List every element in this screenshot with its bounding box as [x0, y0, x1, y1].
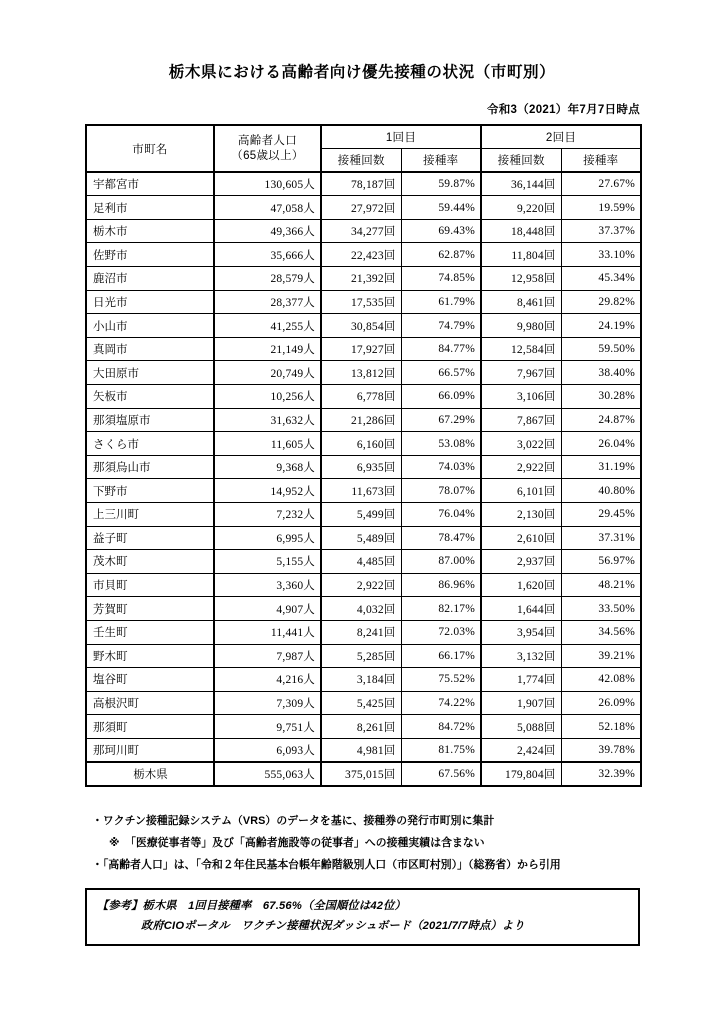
row-cell-population: 4,216人	[214, 668, 321, 692]
row-cell-dose2-count: 3,954回	[481, 620, 561, 644]
row-cell-population: 35,666人	[214, 243, 321, 267]
row-cell-dose1-rate: 76.04%	[401, 503, 481, 527]
row-cell-dose2-rate: 45.34%	[561, 267, 641, 291]
row-cell-city: 宇都宮市	[86, 172, 214, 196]
row-cell-dose1-count: 13,812回	[321, 361, 401, 385]
row-cell-dose2-rate: 59.50%	[561, 337, 641, 361]
row-cell-city: 市貝町	[86, 573, 214, 597]
row-cell-city: 小山市	[86, 314, 214, 338]
vaccination-status-table	[85, 124, 642, 787]
row-cell-dose1-count: 6,935回	[321, 455, 401, 479]
row-cell-dose1-count: 17,535回	[321, 290, 401, 314]
reference-box	[85, 888, 640, 946]
row-cell-dose2-count: 2,922回	[481, 455, 561, 479]
column-header-city: 市町名	[86, 125, 214, 172]
row-cell-dose2-count: 3,132回	[481, 644, 561, 668]
row-cell-dose1-rate: 74.79%	[401, 314, 481, 338]
population-header-line2: （65歳以上）	[231, 149, 304, 162]
footnote-item: ・ワクチン接種記録システム（VRS）のデータを基に、接種券の発行市町別に集計	[92, 815, 495, 827]
row-cell-dose1-rate: 75.52%	[401, 668, 481, 692]
table-body	[86, 172, 641, 785]
row-cell-population: 7,232人	[214, 503, 321, 527]
row-cell-city: 那珂川町	[86, 738, 214, 762]
row-cell-dose2-rate: 32.39%	[561, 762, 641, 786]
table-row	[86, 337, 641, 361]
row-cell-city: 那須烏山市	[86, 455, 214, 479]
row-cell-dose1-rate: 81.75%	[401, 738, 481, 762]
row-cell-dose1-count: 21,286回	[321, 408, 401, 432]
row-cell-city: 日光市	[86, 290, 214, 314]
row-cell-dose1-count: 17,927回	[321, 337, 401, 361]
table-row	[86, 455, 641, 479]
row-cell-dose1-count: 3,184回	[321, 668, 401, 692]
row-cell-dose1-count: 6,160回	[321, 432, 401, 456]
row-cell-dose1-rate: 86.96%	[401, 573, 481, 597]
row-cell-dose2-count: 2,424回	[481, 738, 561, 762]
row-cell-dose2-rate: 42.08%	[561, 668, 641, 692]
row-cell-dose2-rate: 39.21%	[561, 644, 641, 668]
page-title: 栃木県における高齢者向け優先接種の状況（市町別）	[168, 64, 556, 81]
column-header-dose1-rate: 接種率	[401, 149, 481, 173]
column-header-dose2-count: 接種回数	[481, 149, 561, 173]
row-cell-dose1-count: 21,392回	[321, 267, 401, 291]
row-cell-dose2-count: 1,907回	[481, 691, 561, 715]
row-cell-city: 真岡市	[86, 337, 214, 361]
row-cell-dose2-count: 179,804回	[481, 762, 561, 786]
row-cell-dose1-rate: 82.17%	[401, 597, 481, 621]
row-cell-dose1-rate: 66.57%	[401, 361, 481, 385]
table-row	[86, 715, 641, 739]
row-cell-city: 佐野市	[86, 243, 214, 267]
row-cell-dose2-count: 1,620回	[481, 573, 561, 597]
row-cell-population: 28,579人	[214, 267, 321, 291]
row-cell-dose2-count: 18,448回	[481, 219, 561, 243]
table-row	[86, 243, 641, 267]
row-cell-dose2-count: 2,130回	[481, 503, 561, 527]
table-row	[86, 479, 641, 503]
row-cell-dose2-rate: 39.78%	[561, 738, 641, 762]
row-cell-dose2-count: 3,106回	[481, 385, 561, 409]
row-cell-city: 野木町	[86, 644, 214, 668]
row-cell-city: さくら市	[86, 432, 214, 456]
row-cell-dose1-rate: 59.87%	[401, 172, 481, 196]
row-cell-city: 矢板市	[86, 385, 214, 409]
row-cell-dose1-count: 4,485回	[321, 550, 401, 574]
table-row	[86, 172, 641, 196]
row-cell-dose2-count: 6,101回	[481, 479, 561, 503]
row-cell-city: 茂木町	[86, 550, 214, 574]
row-cell-dose2-count: 7,867回	[481, 408, 561, 432]
table-row	[86, 314, 641, 338]
row-cell-city: 下野市	[86, 479, 214, 503]
row-cell-population: 41,255人	[214, 314, 321, 338]
row-cell-population: 9,368人	[214, 455, 321, 479]
table-row	[86, 267, 641, 291]
population-header-line1: 高齢者人口	[238, 134, 297, 147]
row-cell-dose1-count: 22,423回	[321, 243, 401, 267]
row-cell-dose1-count: 5,285回	[321, 644, 401, 668]
row-cell-dose2-rate: 37.37%	[561, 219, 641, 243]
row-cell-dose1-count: 5,425回	[321, 691, 401, 715]
row-cell-dose1-count: 375,015回	[321, 762, 401, 786]
row-cell-dose1-count: 4,981回	[321, 738, 401, 762]
table-row	[86, 361, 641, 385]
row-cell-dose2-rate: 26.09%	[561, 691, 641, 715]
row-cell-population: 6,995人	[214, 526, 321, 550]
row-cell-population: 28,377人	[214, 290, 321, 314]
row-cell-dose1-count: 6,778回	[321, 385, 401, 409]
row-cell-dose2-count: 8,461回	[481, 290, 561, 314]
row-cell-dose1-count: 5,499回	[321, 503, 401, 527]
row-cell-dose1-rate: 74.85%	[401, 267, 481, 291]
table-row	[86, 219, 641, 243]
table-row	[86, 503, 641, 527]
table-row	[86, 644, 641, 668]
row-cell-dose2-rate: 33.10%	[561, 243, 641, 267]
column-header-dose2-group: 2回目	[481, 125, 641, 149]
row-cell-dose2-rate: 56.97%	[561, 550, 641, 574]
row-cell-population: 49,366人	[214, 219, 321, 243]
row-cell-dose2-rate: 26.04%	[561, 432, 641, 456]
table-total-row	[86, 762, 641, 786]
column-header-dose1-group: 1回目	[321, 125, 481, 149]
row-cell-dose2-rate: 29.45%	[561, 503, 641, 527]
row-cell-dose2-rate: 19.59%	[561, 196, 641, 220]
row-cell-population: 11,441人	[214, 620, 321, 644]
row-cell-city: 芳賀町	[86, 597, 214, 621]
row-cell-dose2-rate: 33.50%	[561, 597, 641, 621]
row-cell-dose1-rate: 72.03%	[401, 620, 481, 644]
table-row	[86, 668, 641, 692]
row-cell-dose2-count: 12,584回	[481, 337, 561, 361]
row-cell-dose1-count: 2,922回	[321, 573, 401, 597]
footnote-item: ※ 「医療従事者等」及び「高齢者施設等の従事者」への接種実績は含まない	[109, 836, 485, 849]
table-row	[86, 738, 641, 762]
row-cell-dose2-count: 3,022回	[481, 432, 561, 456]
row-cell-city: 高根沢町	[86, 691, 214, 715]
row-cell-dose2-rate: 27.67%	[561, 172, 641, 196]
row-cell-dose1-rate: 53.08%	[401, 432, 481, 456]
row-cell-city: 上三川町	[86, 503, 214, 527]
row-cell-dose1-rate: 67.29%	[401, 408, 481, 432]
row-cell-city: 大田原市	[86, 361, 214, 385]
row-cell-dose2-count: 36,144回	[481, 172, 561, 196]
row-cell-city: 壬生町	[86, 620, 214, 644]
row-cell-dose2-count: 2,610回	[481, 526, 561, 550]
row-cell-dose2-count: 1,644回	[481, 597, 561, 621]
row-cell-dose1-count: 4,032回	[321, 597, 401, 621]
table-row	[86, 620, 641, 644]
table-row	[86, 432, 641, 456]
row-cell-dose1-rate: 78.47%	[401, 526, 481, 550]
table-row	[86, 196, 641, 220]
row-cell-dose1-rate: 84.72%	[401, 715, 481, 739]
row-cell-population: 6,093人	[214, 738, 321, 762]
header-row-group	[86, 125, 641, 149]
row-cell-population: 130,605人	[214, 172, 321, 196]
row-cell-dose2-rate: 38.40%	[561, 361, 641, 385]
row-cell-city: 足利市	[86, 196, 214, 220]
row-cell-dose2-count: 2,937回	[481, 550, 561, 574]
row-cell-dose1-count: 5,489回	[321, 526, 401, 550]
table-row	[86, 408, 641, 432]
table-row	[86, 597, 641, 621]
table-row	[86, 573, 641, 597]
row-cell-population: 20,749人	[214, 361, 321, 385]
row-cell-dose2-rate: 29.82%	[561, 290, 641, 314]
table-row	[86, 526, 641, 550]
row-cell-population: 10,256人	[214, 385, 321, 409]
row-cell-dose1-count: 27,972回	[321, 196, 401, 220]
row-cell-dose1-rate: 74.03%	[401, 455, 481, 479]
row-cell-population: 14,952人	[214, 479, 321, 503]
row-cell-population: 9,751人	[214, 715, 321, 739]
column-header-dose2-rate: 接種率	[561, 149, 641, 173]
row-cell-population: 555,063人	[214, 762, 321, 786]
footnote-item: ・「高齢者人口」は、「令和２年住民基本台帳年齢階級別人口（市区町村別）」（総務省）から引用	[92, 858, 561, 871]
row-cell-dose2-rate: 40.80%	[561, 479, 641, 503]
row-cell-population: 4,907人	[214, 597, 321, 621]
row-cell-dose2-rate: 52.18%	[561, 715, 641, 739]
row-cell-dose1-rate: 59.44%	[401, 196, 481, 220]
table-row	[86, 290, 641, 314]
footnotes	[92, 815, 692, 881]
table-row	[86, 550, 641, 574]
row-cell-dose2-count: 7,967回	[481, 361, 561, 385]
row-cell-population: 11,605人	[214, 432, 321, 456]
row-cell-population: 47,058人	[214, 196, 321, 220]
row-cell-dose1-rate: 84.77%	[401, 337, 481, 361]
column-header-dose1-count: 接種回数	[321, 149, 401, 173]
row-cell-population: 31,632人	[214, 408, 321, 432]
row-cell-population: 3,360人	[214, 573, 321, 597]
row-cell-population: 21,149人	[214, 337, 321, 361]
reference-line-1: 【参考】栃木県 1回目接種率 67.56%（全国順位は42位）	[97, 900, 406, 912]
row-cell-dose1-count: 8,241回	[321, 620, 401, 644]
row-cell-dose1-count: 11,673回	[321, 479, 401, 503]
row-cell-dose1-rate: 78.07%	[401, 479, 481, 503]
row-cell-dose2-rate: 24.19%	[561, 314, 641, 338]
row-cell-population: 7,987人	[214, 644, 321, 668]
column-header-population	[214, 125, 321, 172]
row-cell-dose2-rate: 34.56%	[561, 620, 641, 644]
row-cell-dose2-count: 11,804回	[481, 243, 561, 267]
row-cell-dose1-count: 30,854回	[321, 314, 401, 338]
row-cell-dose2-count: 12,958回	[481, 267, 561, 291]
row-cell-city: 那須町	[86, 715, 214, 739]
row-cell-dose2-rate: 30.28%	[561, 385, 641, 409]
row-cell-dose1-rate: 74.22%	[401, 691, 481, 715]
table-head	[86, 125, 641, 172]
row-cell-dose1-rate: 66.17%	[401, 644, 481, 668]
as-of-date: 令和3（2021）年7月7日時点	[486, 104, 640, 116]
row-cell-population: 7,309人	[214, 691, 321, 715]
row-cell-dose2-rate: 24.87%	[561, 408, 641, 432]
row-cell-city: 塩谷町	[86, 668, 214, 692]
reference-line-2: 政府CIOポータル ワクチン接種状況ダッシュボード（2021/7/7時点）より	[141, 919, 525, 932]
row-cell-dose2-rate: 37.31%	[561, 526, 641, 550]
table-row	[86, 385, 641, 409]
row-cell-dose1-rate: 87.00%	[401, 550, 481, 574]
row-cell-dose1-rate: 61.79%	[401, 290, 481, 314]
vaccination-table-container	[85, 124, 640, 787]
row-cell-city: 那須塩原市	[86, 408, 214, 432]
row-cell-population: 5,155人	[214, 550, 321, 574]
row-cell-city: 栃木市	[86, 219, 214, 243]
row-cell-dose2-rate: 48.21%	[561, 573, 641, 597]
row-cell-dose2-count: 9,220回	[481, 196, 561, 220]
row-cell-city: 栃木県	[86, 762, 214, 786]
row-cell-dose1-count: 34,277回	[321, 219, 401, 243]
row-cell-dose2-count: 9,980回	[481, 314, 561, 338]
table-row	[86, 691, 641, 715]
row-cell-dose1-rate: 62.87%	[401, 243, 481, 267]
row-cell-dose2-rate: 31.19%	[561, 455, 641, 479]
row-cell-dose1-count: 8,261回	[321, 715, 401, 739]
row-cell-dose2-count: 5,088回	[481, 715, 561, 739]
row-cell-city: 益子町	[86, 526, 214, 550]
row-cell-city: 鹿沼市	[86, 267, 214, 291]
row-cell-dose1-rate: 69.43%	[401, 219, 481, 243]
row-cell-dose1-rate: 66.09%	[401, 385, 481, 409]
row-cell-dose1-rate: 67.56%	[401, 762, 481, 786]
row-cell-dose2-count: 1,774回	[481, 668, 561, 692]
row-cell-dose1-count: 78,187回	[321, 172, 401, 196]
